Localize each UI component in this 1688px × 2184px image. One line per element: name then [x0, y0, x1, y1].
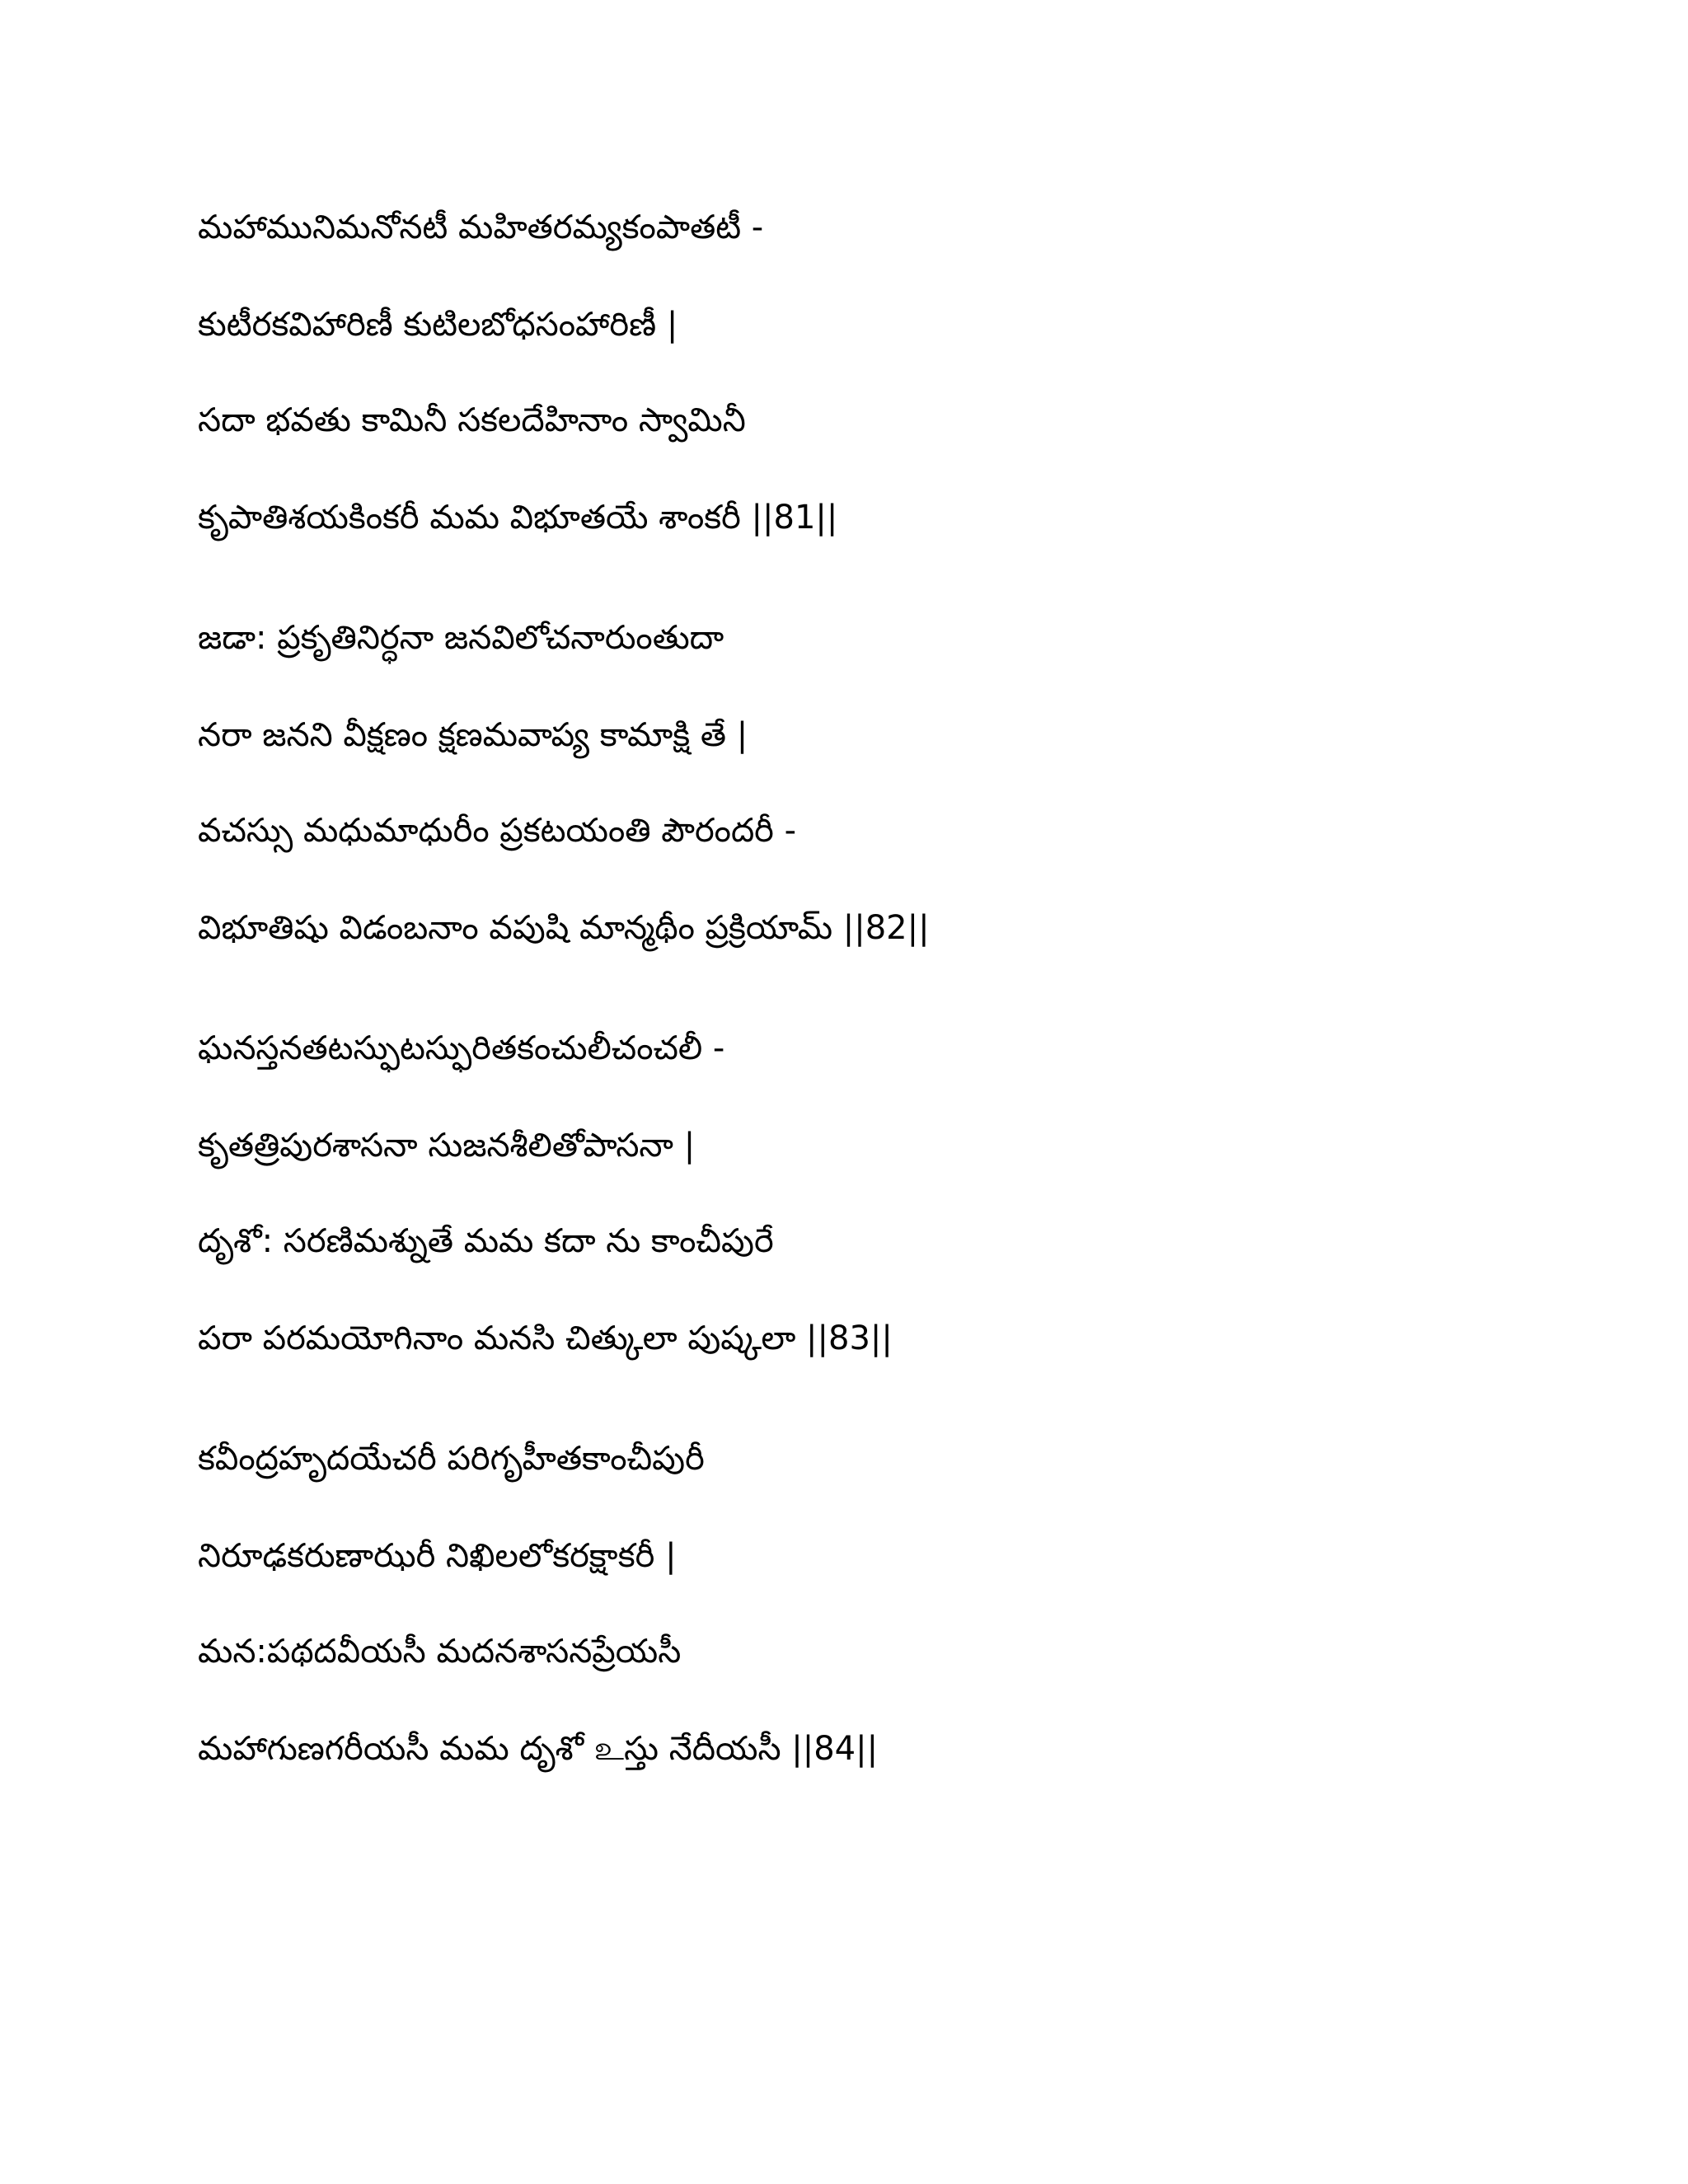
verse-83-line-2: కృతత్రిపురశాసనా సుజనశీలితోపాసనా | [198, 1127, 696, 1165]
verse-84-line-1: కవీంద్రహృదయేచరీ పరిగృహీతకాంచీపురీ [198, 1440, 705, 1478]
verse-84-line-3: మన:పథదవీయసీ మదనశాసనప్రేయసీ [198, 1633, 682, 1671]
verse-83-line-3: దృశో: సరణిమశ్నుతే మమ కదా ను కాంచీపురే [198, 1222, 774, 1260]
verse-81-line-1: మహామునిమనోనటీ మహితరమ్యకంపాతటీ - [198, 209, 764, 246]
verse-83-line-4: పరా పరమయోగినాం మనసి చిత్కులా పుష్కలా ||83|| [198, 1319, 893, 1357]
verse-81-line-2: కుటీరకవిహారిణీ కుటిలబోధసంహారిణీ | [198, 306, 678, 344]
verse-82-line-3: వచస్సు మధుమాధురీం ప్రకటయంతి పౌరందరీ - [198, 812, 797, 850]
verse-84-line-4: మహాగుణగరీయసీ మమ దృశో உస్తు నేదీయసీ ||84|| [198, 1730, 879, 1768]
verse-82-line-2: నరా జనని వీక్షణం క్షణమవాప్య కామాక్షి తే | [198, 716, 748, 754]
verse-81-line-3: సదా భవతు కామినీ సకలదేహినాం స్వామినీ [198, 401, 746, 439]
verse-83-line-1: ఘనస్తనతటస్ఫుటస్ఫురితకంచులీచంచలీ - [198, 1029, 725, 1067]
verse-84-line-2: నిరూఢకరుణాఝరీ నిఖిలలోకరక్షాకరీ | [198, 1537, 677, 1575]
verse-82-line-1: జడా: ప్రకృతినిర్ధనా జనవిలోచనారుంతుదా [198, 619, 724, 657]
verse-82-line-4: విభూతిషు విడంబనాం వపుషి మాన్మథీం ప్రక్రియామ్ ||82|| [198, 909, 930, 947]
verse-81-line-4: కృపాతిశయకింకరీ మమ విభూతయే శాంకరీ ||81|| [198, 499, 838, 537]
